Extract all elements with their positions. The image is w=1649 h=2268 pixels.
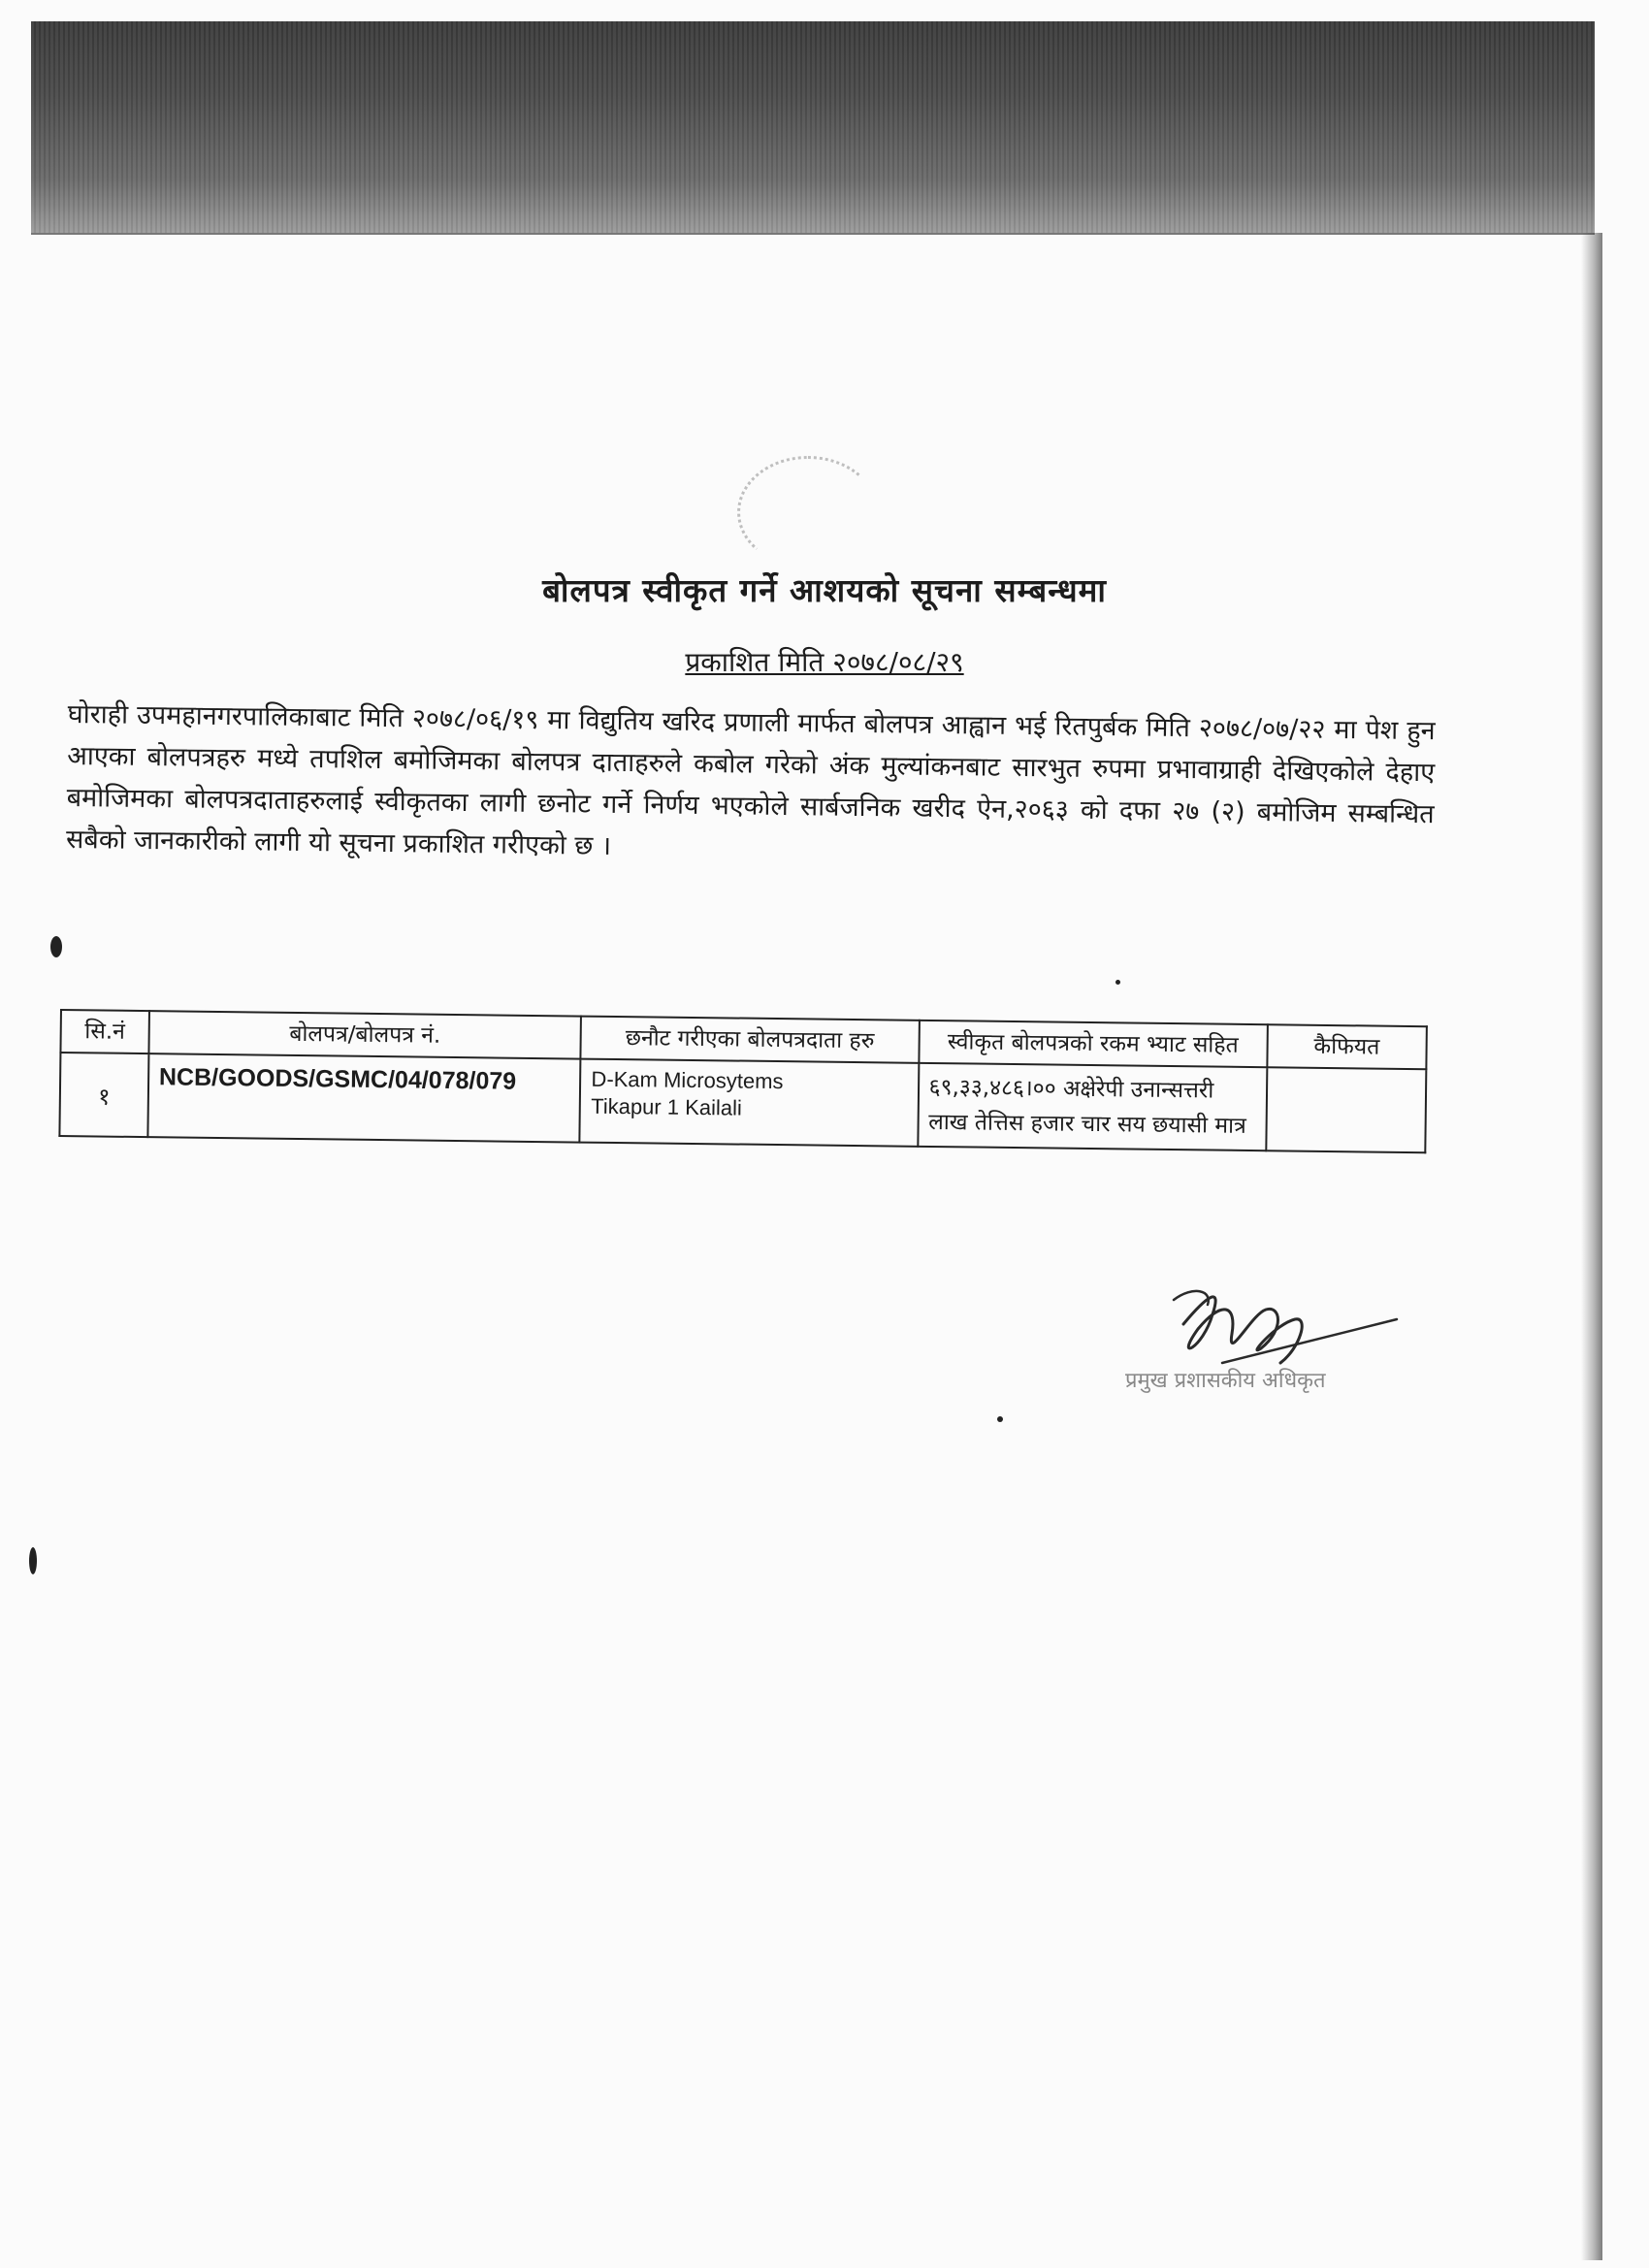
faded-stamp	[737, 456, 879, 568]
header-bidder: छनौट गरीएका बोलपत्रदाता हरु	[581, 1017, 920, 1063]
scan-speck	[997, 1416, 1003, 1422]
row-bidder-name: D-Kam Microsytems	[591, 1066, 784, 1094]
scan-speck	[50, 936, 62, 957]
header-amount: स्वीकृत बोलपत्रको रकम भ्याट सहित	[919, 1021, 1268, 1067]
scan-shadow-band	[31, 21, 1595, 235]
cell-amount	[918, 1063, 1267, 1150]
signatory-designation: प्रमुख प्रशासकीय अधिकृत	[1125, 1369, 1326, 1393]
handwritten-signature	[1116, 1256, 1406, 1421]
cell-bidder	[580, 1059, 919, 1147]
scan-speck	[29, 1547, 37, 1574]
cell-remarks	[1266, 1067, 1426, 1152]
scan-speck	[1116, 980, 1120, 985]
table-row	[59, 1053, 1426, 1152]
cell-bid-no	[147, 1053, 581, 1142]
row-bidder-address: Tikapur 1 Kailali	[591, 1093, 743, 1120]
row-amount: ६९,३३,४८६।०० अक्षेरेपी उनान्सत्तरी लाख तेत्तिस हजार चार सय छयासी मात्र	[928, 1074, 1246, 1139]
row-sn: १	[97, 1083, 111, 1111]
notice-title: बोलपत्र स्वीकृत गर्ने आशयको सूचना सम्बन्धमा	[542, 571, 1107, 609]
header-remarks: कैफियत	[1267, 1024, 1427, 1069]
scan-edge-shadow	[1581, 233, 1602, 2260]
header-bid-no: बोलपत्र/बोलपत्र नं.	[148, 1011, 581, 1058]
header-sn: सि.नं	[60, 1010, 148, 1053]
cell-sn	[59, 1053, 148, 1137]
published-date	[0, 643, 1649, 680]
award-table	[58, 1009, 1428, 1153]
notice-body: घोराही उपमहानगरपालिकाबाट मिति २०७८/०६/१९ मा विद्युतिय खरिद प्रणाली मार्फत बोलपत्र आह्वान भई रितपुर्बक मिति २०७८/०७/२२ मा पेश हुन आएका बोलपत्रहरु मध्ये तपशिल बमोजिमका बोलपत्र दाताहरुले कबोल गरेको अंक मुल्यांकनबाट सारभुत रुपमा प्रभावाग्राही देखिएकोले देहाए बमोजिमका बोलपत्रदाताहरुलाई स्वीकृतका लागी छनोट गर्ने निर्णय भएकोले सार्बजनिक खरीद ऐन,२०६३ को दफा २७ (२) बमोजिम सम्बन्धित सबैको जानकारीको लागी यो सूचना प्रकाशित गरीएको छ ।	[65, 698, 1436, 861]
row-bid-no: NCB/GOODS/GSMC/04/078/079	[158, 1063, 517, 1095]
published-date-text: प्रकाशित मिति २०७८/०८/२९	[685, 646, 964, 678]
